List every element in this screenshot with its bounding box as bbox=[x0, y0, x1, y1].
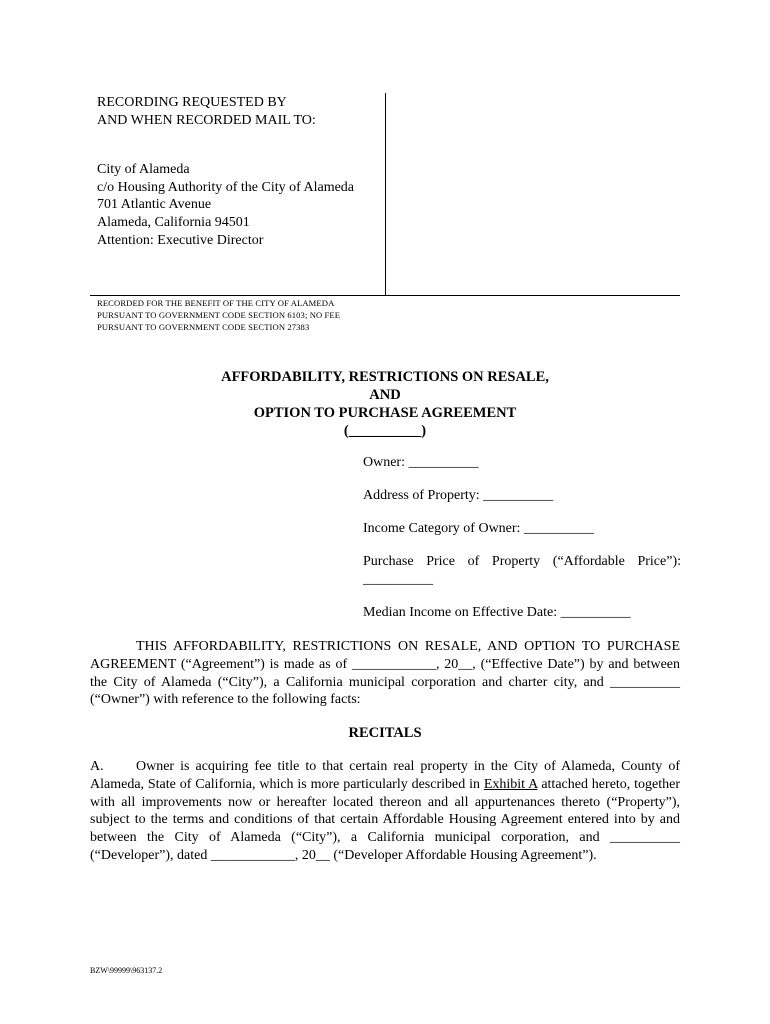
address-line: 701 Atlantic Avenue bbox=[97, 197, 212, 213]
recording-request-block bbox=[97, 94, 387, 249]
income-category-field: Income Category of Owner: __________ bbox=[363, 521, 594, 536]
benefit-notice-line: PURSUANT TO GOVERNMENT CODE SECTION 27383 bbox=[97, 322, 310, 333]
recital-a-text-before: Owner is acquiring fee title to that certain real property in the City of Alameda, County of Alameda, State of California, which is more particularly described in bbox=[90, 759, 680, 792]
intro-paragraph-text: THIS AFFORDABILITY, RESTRICTIONS ON RESALE, AND OPTION TO PURCHASE AGREEMENT (“Agreement”) is made as of ____________, 20__, (“Effective Date”) by and between the City of Alameda (“City”), a California municipal corporation and charter city, and __________ (“Owner”) with reference to the following facts: bbox=[90, 639, 680, 708]
recorded-mail-to: AND WHEN RECORDED MAIL TO: bbox=[97, 112, 316, 128]
title-line-3: OPTION TO PURCHASE AGREEMENT bbox=[253, 405, 517, 421]
address-line: City of Alameda bbox=[97, 162, 190, 178]
recital-a-text-after: attached hereto, together with all improvements now or hereafter located thereon and all appurtenances thereto (“Property”), subject to the terms and conditions of that certain Affordable Housing Agreement entered into by and between the City of Alameda (“City”), a California municipal corporation, and __________ (“Developer”), dated ____________, 20__ (“Developer Affordable Housing Agreement”). bbox=[90, 776, 681, 863]
owner-field: Owner: __________ bbox=[363, 455, 479, 470]
benefit-notice bbox=[97, 297, 340, 334]
recording-requested-by: RECORDING REQUESTED BY bbox=[97, 95, 287, 110]
purchase-price-field: Purchase Price of Property (“Affordable Price”): __________ bbox=[363, 554, 681, 587]
title-line-1: AFFORDABILITY, RESTRICTIONS ON RESALE, bbox=[221, 369, 549, 385]
title-line-4: (__________) bbox=[343, 423, 427, 439]
property-address-field: Address of Property: __________ bbox=[363, 488, 554, 503]
document-title bbox=[90, 368, 680, 440]
address-line: Alameda, California 94501 bbox=[97, 214, 250, 230]
exhibit-a-reference: Exhibit A bbox=[483, 776, 538, 792]
vertical-divider bbox=[385, 93, 386, 295]
benefit-notice-line: PURSUANT TO GOVERNMENT CODE SECTION 6103; NO FEE bbox=[97, 310, 341, 321]
title-line-2: AND bbox=[369, 387, 401, 403]
document-footer-id: BZW\99999\963137.2 bbox=[90, 966, 163, 975]
recital-a bbox=[90, 758, 680, 865]
median-income-field: Median Income on Effective Date: __________ bbox=[363, 605, 631, 620]
recital-a-label: A. bbox=[90, 759, 104, 774]
intro-paragraph bbox=[90, 638, 680, 709]
address-line: Attention: Executive Director bbox=[97, 232, 264, 248]
benefit-notice-line: RECORDED FOR THE BENEFIT OF THE CITY OF ALAMEDA bbox=[97, 298, 335, 308]
recitals-heading: RECITALS bbox=[348, 725, 422, 741]
horizontal-divider bbox=[90, 295, 680, 296]
address-line: c/o Housing Authority of the City of Alameda bbox=[97, 179, 355, 195]
